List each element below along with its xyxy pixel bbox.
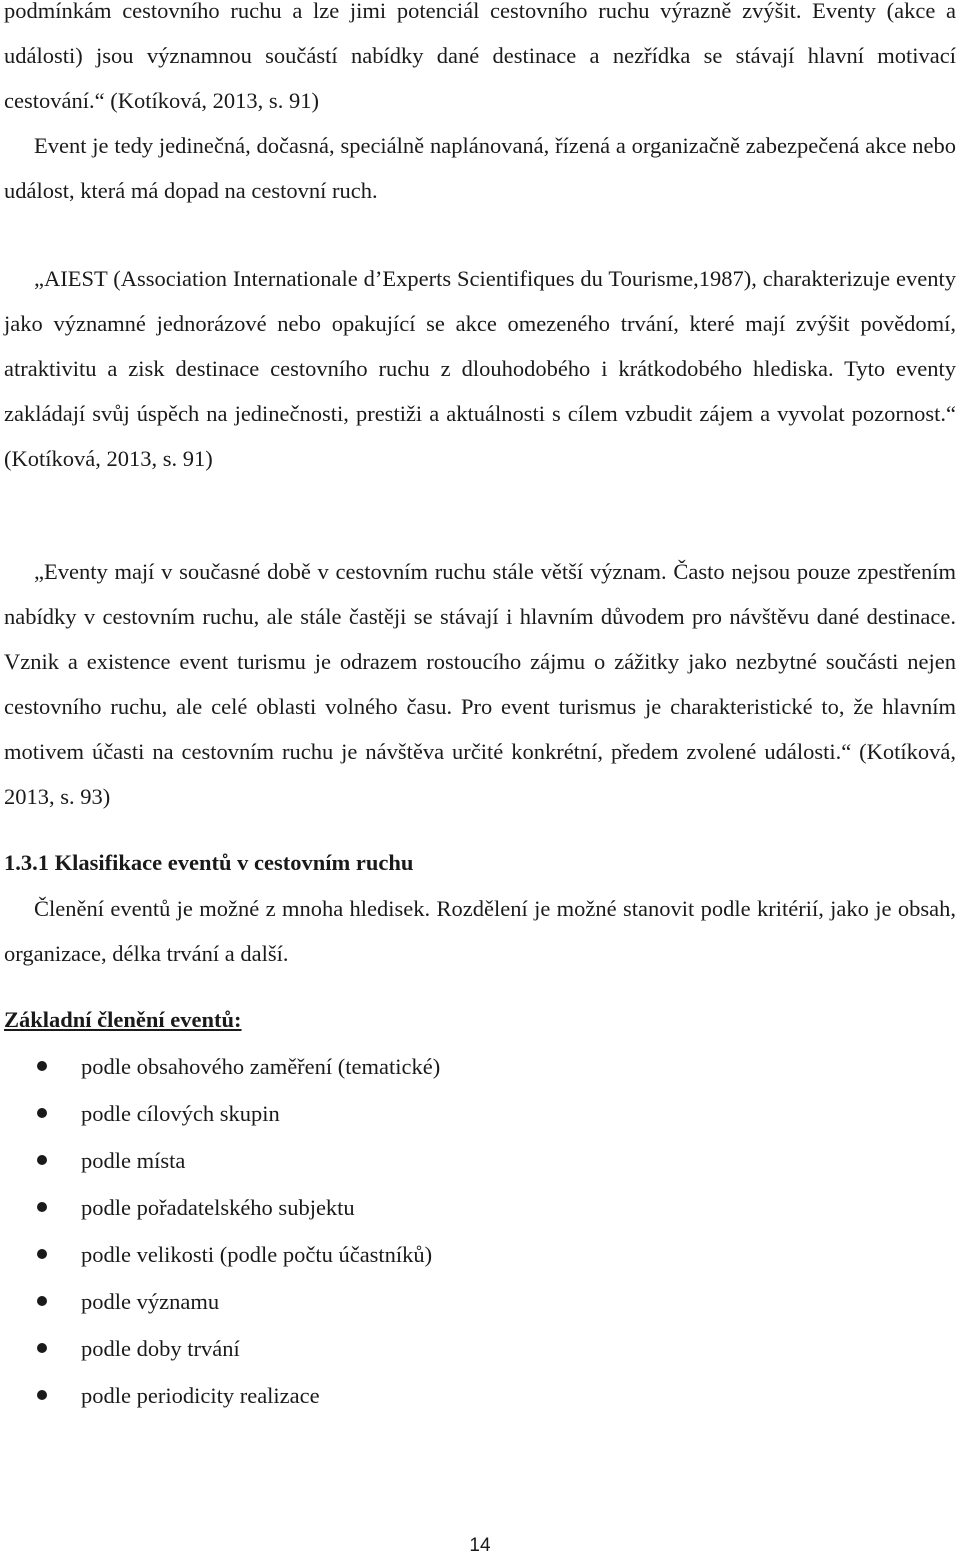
bullet-icon: [37, 1202, 47, 1212]
list-heading: Základní členění eventů:: [4, 1007, 242, 1032]
list-item-text: podle obsahového zaměření (tematické): [81, 1054, 441, 1079]
paragraph-intro-quote-end: podmínkám cestovního ruchu a lze jimi potenciál cestovního ruchu výrazně zvýšit. Eventy (akce a události) jsou významnou součástí nabídky dané destinace a nezřídka se stávají hlavní motivací cestování.“ (Kotíková, 2013, s. 91): [4, 0, 956, 113]
paragraph-eventy-quote: „Eventy mají v současné době v cestovním ruchu stále větší význam. Často nejsou pouze zpestřením nabídky v cestovním ruchu, ale stále častěji se stávají i hlavním důvodem pro návštěvu dané destinace. Vznik a existence event turismu je odrazem rostoucího zájmu o zážitky jako nezbytné součásti nejen cestovního ruchu, ale celé oblasti volného času. Pro event turismus je charakteristické to, že hlavním motivem účasti na cestovním ruchu je návštěva určité konkrétní, předem zvolené události.“ (Kotíková, 2013, s. 93): [4, 559, 956, 809]
bullet-icon: [37, 1296, 47, 1306]
list-item: [0, 1090, 960, 1137]
bullet-icon: [37, 1343, 47, 1353]
bullet-icon: [37, 1155, 47, 1165]
list-item: [0, 1137, 960, 1184]
paragraph-classification: Členění eventů je možné z mnoha hledisek. Rozdělení je možné stanovit podle kritérií, jako je obsah, organizace, délka trvání a další.: [4, 896, 956, 966]
list-item: [0, 1325, 960, 1372]
list-item-text: podle pořadatelského subjektu: [81, 1195, 355, 1220]
bullet-icon: [37, 1108, 47, 1118]
paragraph-aiest-quote: „AIEST (Association Internationale d’Experts Scientifiques du Tourisme,1987), charakterizuje eventy jako významné jednorázové nebo opakující se akce omezeného trvání, které mají zvýšit povědomí, atraktivitu a zisk destinace cestovního ruchu z dlouhodobého i krátkodobého hlediska. Tyto eventy zakládají svůj úspěch na jedinečnosti, prestiži a aktuálnosti s cílem vzbudit zájem a vyvolat pozornost.“ (Kotíková, 2013, s. 91): [4, 266, 956, 471]
page-number: 14: [469, 1535, 491, 1556]
list-item-text: podle místa: [81, 1148, 186, 1173]
list-item-text: podle významu: [81, 1289, 220, 1314]
bullet-icon: [37, 1249, 47, 1259]
list-item: [0, 1184, 960, 1231]
classification-list: [0, 1043, 960, 1419]
section-heading: 1.3.1 Klasifikace eventů v cestovním ruchu: [4, 850, 414, 875]
bullet-icon: [37, 1390, 47, 1400]
list-item-text: podle periodicity realizace: [81, 1383, 320, 1408]
list-item-text: podle doby trvání: [81, 1336, 240, 1361]
list-item: [0, 1278, 960, 1325]
list-item: [0, 1372, 960, 1419]
list-item: [0, 1231, 960, 1278]
list-item: [0, 1043, 960, 1090]
list-item-text: podle cílových skupin: [81, 1101, 280, 1126]
bullet-icon: [37, 1061, 47, 1071]
paragraph-event-definition: Event je tedy jedinečná, dočasná, speciálně naplánovaná, řízená a organizačně zabezpečená akce nebo událost, která má dopad na cestovní ruch.: [4, 133, 956, 203]
list-item-text: podle velikosti (podle počtu účastníků): [81, 1242, 433, 1267]
